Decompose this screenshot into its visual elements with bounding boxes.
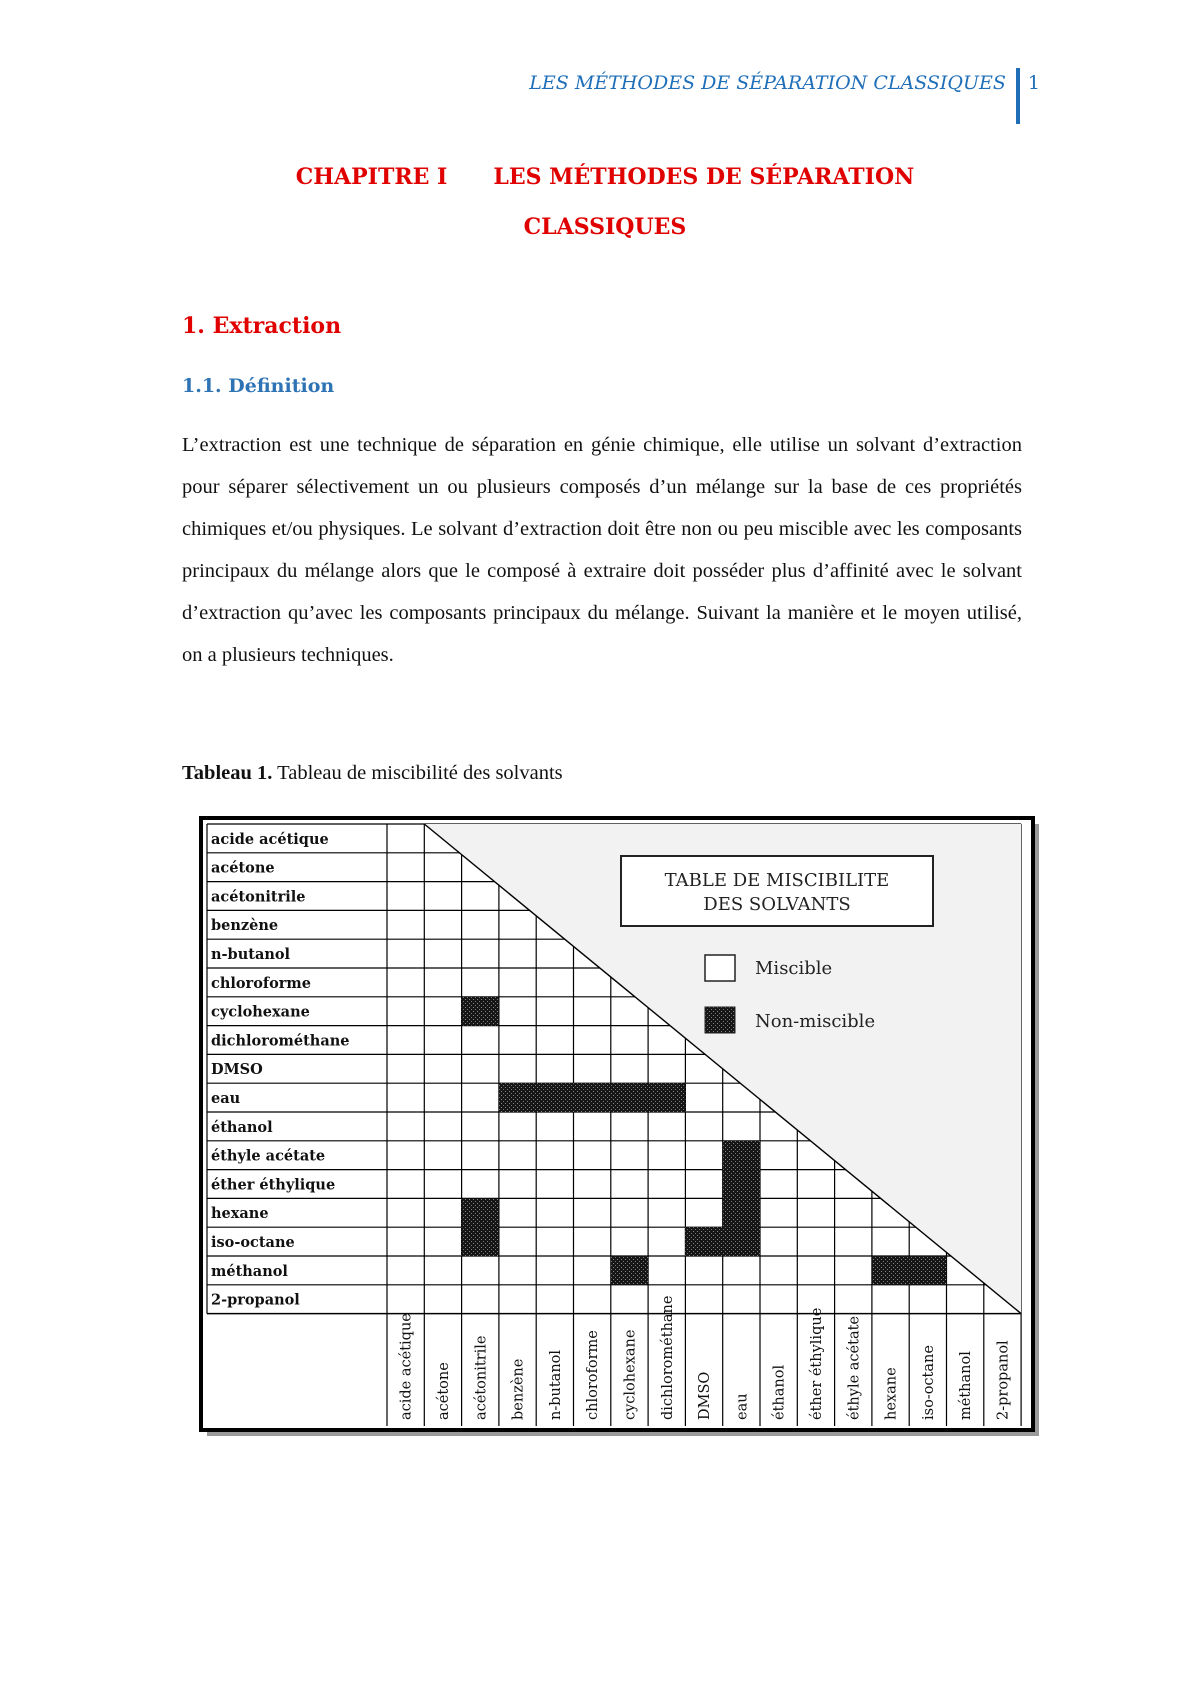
- column-label: 2-propanol: [995, 1340, 1012, 1420]
- non-miscible-cell: [462, 997, 499, 1026]
- chapter-label: CHAPITRE I: [295, 164, 448, 190]
- table-title-line2: DES SOLVANTS: [703, 894, 851, 915]
- definition-paragraph: L’extraction est une technique de séparation en génie chimique, elle utilise un solvant d’extraction pour séparer sélectivement un ou plusieurs composés d’un mélange sur la base de ces propriétés chimiques et/ou physiques. Le solvant d’extraction doit être non ou peu miscible avec les composants principaux du mélange alors que le composé à extraire doit posséder plus d’affinité avec le solvant d’extraction qu’avec les composants principaux du mélange. Suivant la manière et le moyen utilisé, on a plusieurs techniques.: [182, 434, 1022, 666]
- column-label: n-butanol: [547, 1349, 564, 1420]
- column-label: cyclohexane: [622, 1329, 639, 1420]
- row-label: cyclohexane: [211, 1003, 310, 1021]
- column-label: acide acétique: [398, 1313, 415, 1420]
- column-label: éther éthylique: [808, 1307, 825, 1420]
- column-label: acétone: [435, 1362, 452, 1420]
- caption-text: Tableau de miscibilité des solvants: [277, 762, 563, 784]
- non-miscible-cell: [685, 1227, 722, 1256]
- column-label: méthanol: [958, 1351, 975, 1420]
- row-label: hexane: [211, 1205, 269, 1223]
- row-label: acétonitrile: [211, 888, 306, 906]
- column-label: DMSO: [697, 1371, 714, 1420]
- table-caption: [182, 762, 563, 785]
- column-label: benzène: [510, 1358, 527, 1420]
- non-miscible-cell: [909, 1256, 946, 1285]
- row-label: chloroforme: [211, 974, 311, 992]
- column-label: hexane: [883, 1367, 900, 1420]
- miscibility-table-figure: [189, 811, 1039, 1461]
- subsection-heading: 1.1. Définition: [182, 375, 335, 397]
- non-miscible-cell: [723, 1227, 760, 1256]
- non-miscible-cell: [648, 1083, 685, 1112]
- non-miscible-cell: [462, 1198, 499, 1227]
- header-divider: [1016, 68, 1020, 124]
- row-label: iso-octane: [211, 1234, 295, 1251]
- column-label: éthyle acétate: [846, 1316, 863, 1420]
- table-title-line1: TABLE DE MISCIBILITE: [664, 870, 890, 891]
- row-label: benzène: [211, 917, 279, 935]
- non-miscible-cell: [611, 1083, 648, 1112]
- chapter-title: [180, 152, 1030, 252]
- row-label: éthanol: [211, 1118, 273, 1136]
- non-miscible-cell: [872, 1256, 909, 1285]
- column-label: éthanol: [771, 1364, 788, 1420]
- section-heading: 1. Extraction: [182, 313, 342, 339]
- row-label: n-butanol: [211, 946, 291, 963]
- column-label: eau: [734, 1393, 751, 1420]
- row-label: méthanol: [211, 1262, 288, 1280]
- row-label: éthyle acétate: [211, 1147, 326, 1165]
- row-label: 2-propanol: [211, 1291, 300, 1309]
- chapter-title-line2: CLASSIQUES: [523, 214, 687, 240]
- row-label: acide acétique: [211, 830, 329, 848]
- non-miscible-cell: [723, 1198, 760, 1227]
- legend-non-miscible-swatch: [705, 1007, 735, 1033]
- legend-non-miscible-label: Non-miscible: [755, 1011, 876, 1032]
- column-label: iso-octane: [920, 1345, 937, 1420]
- non-miscible-cell: [723, 1141, 760, 1170]
- non-miscible-cell: [499, 1083, 536, 1112]
- non-miscible-cell: [462, 1227, 499, 1256]
- row-label: eau: [211, 1090, 241, 1107]
- non-miscible-cell: [536, 1083, 573, 1112]
- running-title: LES MÉTHODES DE SÉPARATION CLASSIQUES: [529, 72, 1006, 94]
- column-label: dichlorométhane: [659, 1295, 676, 1420]
- running-header: [529, 68, 1040, 124]
- column-label: chloroforme: [585, 1330, 602, 1420]
- row-label: acétone: [211, 859, 275, 877]
- non-miscible-cell: [611, 1256, 648, 1285]
- column-label: acétonitrile: [473, 1335, 490, 1420]
- page-number: 1: [1027, 72, 1040, 94]
- legend-miscible-swatch: [705, 955, 735, 981]
- chapter-title-line1: LES MÉTHODES DE SÉPARATION: [493, 164, 915, 190]
- row-label: DMSO: [211, 1061, 263, 1079]
- caption-label: Tableau 1.: [182, 762, 273, 784]
- legend-miscible-label: Miscible: [755, 958, 833, 979]
- non-miscible-cell: [574, 1083, 611, 1112]
- row-label: dichlorométhane: [211, 1032, 350, 1050]
- table-title-box: [621, 856, 933, 926]
- row-label: éther éthylique: [211, 1176, 336, 1194]
- non-miscible-cell: [723, 1170, 760, 1199]
